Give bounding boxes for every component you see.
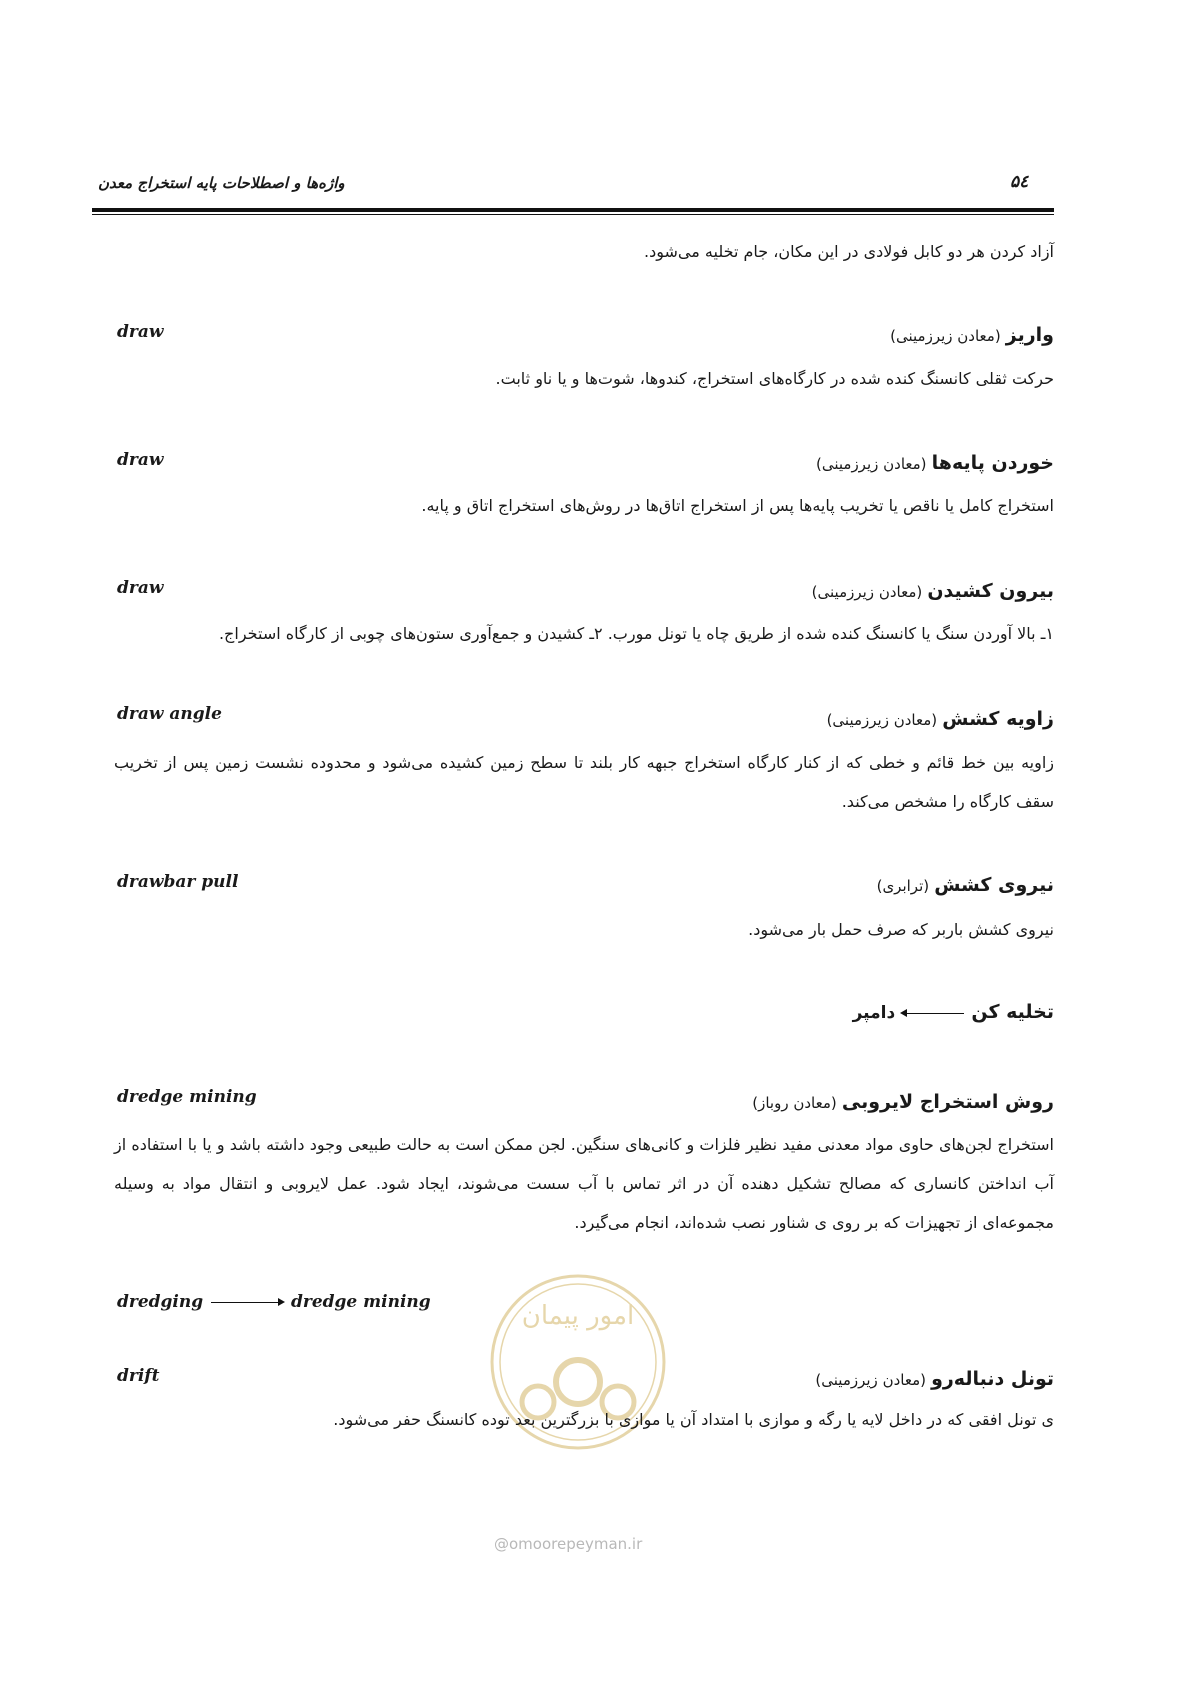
entry-english-term: dredge mining — [117, 1087, 257, 1107]
entry-field: (معادن روباز) — [752, 1094, 837, 1112]
see-also-target: دامپر — [852, 1003, 896, 1023]
see-also-entry — [853, 1003, 1054, 1022]
intro-text: آزاد کردن هر دو کابل فولادی در این مکان، جام تخلیه می‌شود. — [644, 242, 1054, 261]
arrow-icon — [211, 1302, 283, 1303]
entry-heading — [877, 876, 1054, 895]
entry-field: (معادن زیرزمینی) — [811, 583, 923, 601]
entry-term: نیروی کشش — [934, 874, 1054, 896]
entry-english-term: drift — [117, 1366, 160, 1386]
entry-heading — [812, 582, 1054, 601]
entry-term: بیرون کشیدن — [927, 580, 1054, 602]
entry-english-term: draw — [117, 578, 164, 598]
entry-english-term: draw — [117, 450, 164, 470]
header-rule-thin — [92, 214, 1054, 215]
watermark-logo-text: امور پیمان — [521, 1301, 635, 1331]
entry-definition: زاویه بین خط قائم و خطی که از کنار کارگاه استخراج جبهه کار بلند تا سطح زمین کشیده می‌شود و محدوده نشست زمین پس از تخریب سقف کارگاه را مشخص می‌کند. — [114, 753, 1054, 811]
english-term: dredging — [117, 1292, 204, 1312]
running-header-title: واژه‌ها و اصطلاحات پایه استخراج معدن — [98, 174, 345, 192]
entry-field: (ترابری) — [876, 877, 930, 895]
entry-term: تخلیه کن — [971, 1001, 1054, 1023]
entry-field: (معادن زیرزمینی) — [815, 1371, 926, 1389]
entry-definition: استخراج کامل یا ناقص یا تخریب پایه‌ها پس از استخراج اتاق‌ها در روش‌های استخراج اتاق و پایه. — [421, 496, 1054, 515]
entry-heading — [752, 1093, 1054, 1112]
entry-term: زاویه کشش — [942, 708, 1054, 730]
entry-field: (معادن زیرزمینی) — [816, 455, 927, 473]
watermark-logo-icon — [478, 1262, 678, 1502]
entry-english-term: draw angle — [117, 704, 222, 724]
english-see-target: dredge mining — [290, 1292, 431, 1312]
entry-english-term: draw — [117, 322, 164, 342]
entry-definition: نیروی کشش باربر که صرف حمل بار می‌شود. — [748, 920, 1054, 939]
english-see-also — [117, 1292, 431, 1312]
entry-term: روش استخراج لایروبی — [841, 1091, 1054, 1113]
watermark-url: @omoorepeyman.ir — [494, 1535, 643, 1553]
entry-english-term: drawbar pull — [117, 872, 239, 892]
header-rule-thick — [92, 208, 1054, 212]
arrow-icon — [902, 1013, 964, 1014]
entry-heading — [815, 1370, 1054, 1389]
entry-heading — [827, 710, 1054, 729]
entry-definition: استخراج لجن‌های حاوی مواد معدنی مفید نظیر فلزات و کانی‌های سنگین. لجن ممکن است به حالت طبیعی وجود داشته باشد و یا با استفاده از آب انداختن کانساری که مصالح تشکیل دهنده آن در اثر تماس با آب سست می‌شوند، ایجاد شود. عمل لایروبی و انتقال مواد به وسیله مجموعه‌ای از تجهیزات که بر روی ی شناور نصب شده‌اند، انجام می‌گیرد. — [114, 1135, 1054, 1232]
entry-term: تونل دنباله‌رو — [931, 1368, 1054, 1390]
entry-heading — [890, 326, 1054, 345]
entry-definition: حرکت ثقلی کانسنگ کنده شده در کارگاه‌های استخراج، کندوها، شوت‌ها و یا ناو ثابت. — [495, 369, 1054, 388]
page-number: ۵٤ — [1010, 172, 1029, 192]
entry-field: (معادن زیرزمینی) — [826, 711, 938, 729]
entry-term: واریز — [1005, 324, 1054, 346]
entry-field: (معادن زیرزمینی) — [890, 327, 1001, 345]
entry-heading — [816, 454, 1054, 473]
entry-term: خوردن پایه‌ها — [931, 452, 1054, 474]
entry-definition: ۱ـ بالا آوردن سنگ یا کانسنگ کنده شده از طریق چاه یا تونل مورب. ۲ـ کشیدن و جمع‌آوری ستون‌های چوبی از کارگاه استخراج. — [218, 624, 1054, 643]
entry-definition: ی تونل افقی که در داخل لایه یا رگه و موازی با امتداد آن یا موازی با بزرگترین بعد توده کانسنگ حفر می‌شود. — [333, 1410, 1054, 1429]
